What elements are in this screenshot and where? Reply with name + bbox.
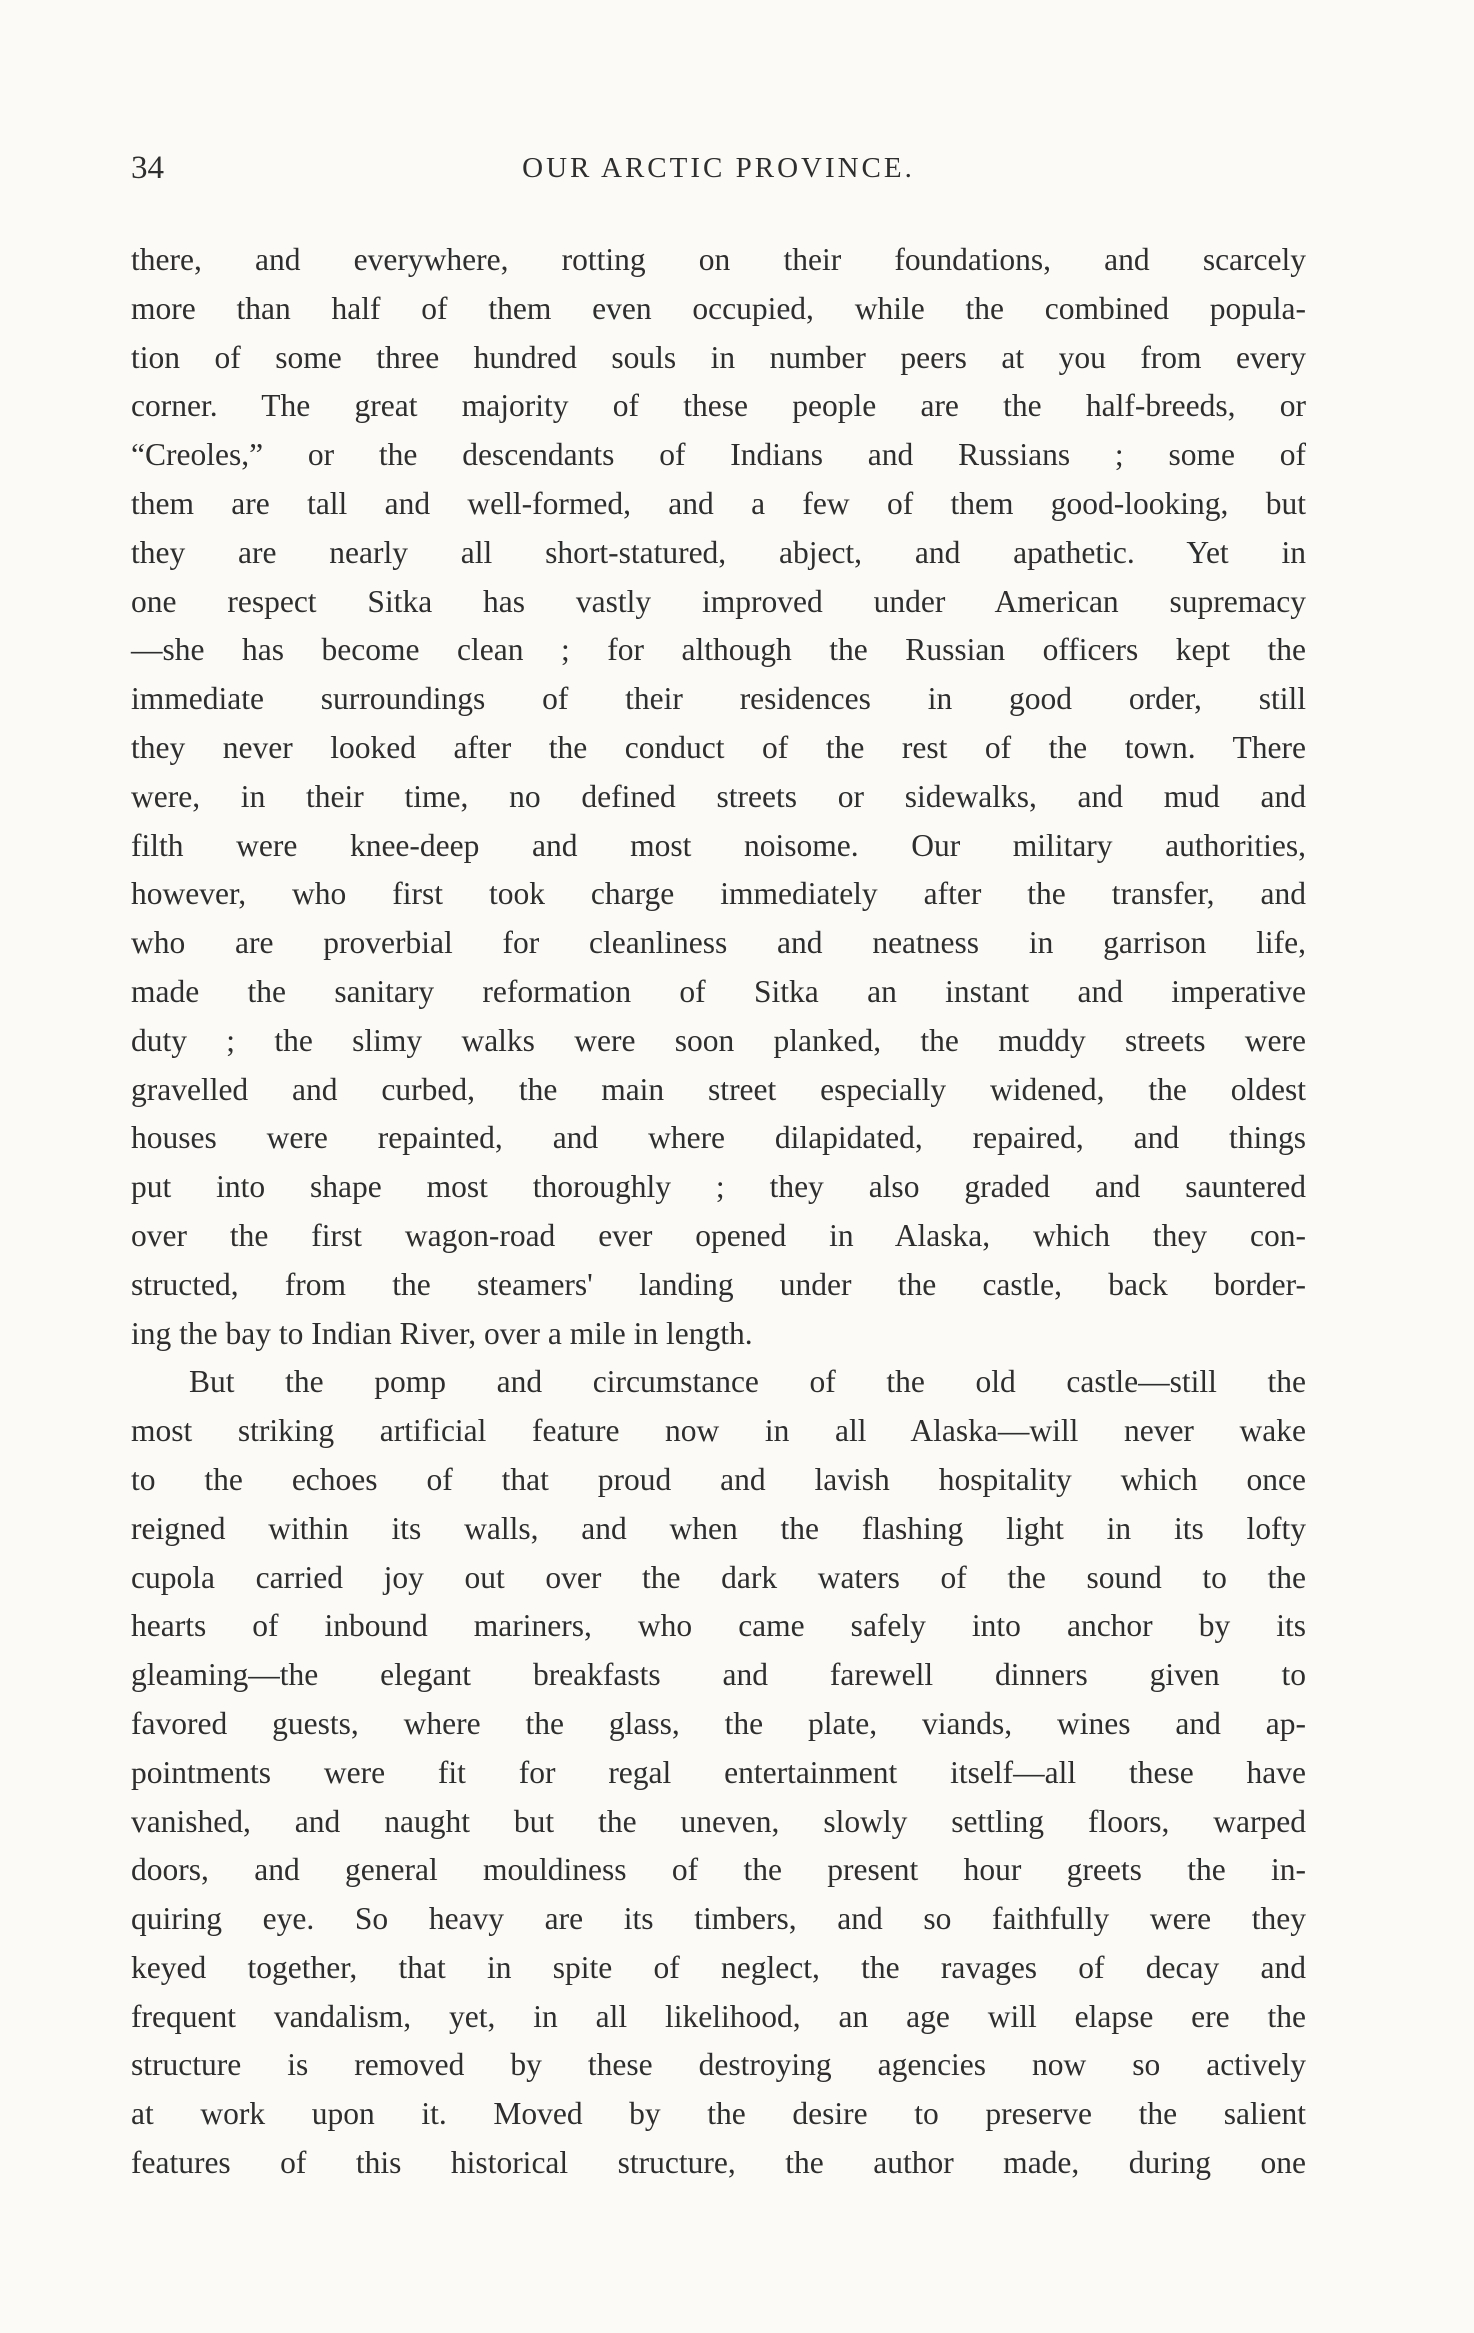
text-line: however, who first took charge immediately after the transfer, and [131,876,1306,912]
text-line: cupola carried joy out over the dark waters of the sound to the [131,1559,1306,1595]
text-line: “Creoles,” or the descendants of Indians and Russians ; some of [131,437,1306,473]
text-line: over the first wagon-road ever opened in Alaska, which they con- [131,1217,1306,1253]
text-line: were, in their time, no defined streets or sidewalks, and mud and [131,778,1306,814]
text-line: duty ; the slimy walks were soon planked, the muddy streets were [131,1022,1306,1058]
text-line: they never looked after the conduct of the rest of the town. There [131,729,1306,765]
text-line: houses were repainted, and where dilapidated, repaired, and things [131,1120,1306,1156]
text-line: —she has become clean ; for although the Russian officers kept the [131,632,1306,668]
text-line: filth were knee-deep and most noisome. Our military authorities, [131,827,1306,863]
text-line: gleaming—the elegant breakfasts and farewell dinners given to [131,1657,1306,1693]
text-line: keyed together, that in spite of neglect, the ravages of decay and [131,1949,1306,1985]
text-line: But the pomp and circumstance of the old castle—still the [189,1364,1306,1400]
text-line: hearts of inbound mariners, who came safely into anchor by its [131,1608,1306,1644]
text-line: more than half of them even occupied, while the combined popula- [131,290,1306,326]
text-line: put into shape most thoroughly ; they also graded and sauntered [131,1169,1306,1205]
text-line: at work upon it. Moved by the desire to preserve the salient [131,2096,1306,2132]
text-line: pointments were fit for regal entertainment itself—all these have [131,1754,1306,1790]
running-title: OUR ARCTIC PROVINCE. [522,152,915,184]
text-line: tion of some three hundred souls in number peers at you from every [131,339,1306,375]
text-line: structure is removed by these destroying agencies now so actively [131,2047,1306,2083]
text-line: favored guests, where the glass, the plate, viands, wines and ap- [131,1705,1306,1741]
text-line: gravelled and curbed, the main street especially widened, the oldest [131,1071,1306,1107]
text-line: most striking artificial feature now in all Alaska—will never wake [131,1413,1306,1449]
text-line: structed, from the steamers' landing under the castle, back border- [131,1266,1306,1302]
text-line: immediate surroundings of their residences in good order, still [131,681,1306,717]
text-line: corner. The great majority of these people are the half-breeds, or [131,388,1306,424]
text-line: reigned within its walls, and when the flashing light in its lofty [131,1510,1306,1546]
text-line: them are tall and well-formed, and a few of them good-looking, but [131,485,1306,521]
text-line: one respect Sitka has vastly improved under American supremacy [131,583,1306,619]
text-line: who are proverbial for cleanliness and neatness in garrison life, [131,925,1306,961]
text-line: to the echoes of that proud and lavish hospitality which once [131,1461,1306,1497]
text-line: vanished, and naught but the uneven, slowly settling floors, warped [131,1803,1306,1839]
text-line: there, and everywhere, rotting on their foundations, and scarcely [131,242,1306,277]
text-line: doors, and general mouldiness of the present hour greets the in- [131,1852,1306,1888]
body-text [131,236,1306,2188]
page-header [131,150,1306,200]
text-line: quiring eye. So heavy are its timbers, and so faithfully were they [131,1901,1306,1937]
text-line: frequent vandalism, yet, in all likelihood, an age will elapse ere the [131,1998,1306,2034]
text-line: ing the bay to Indian River, over a mile in length. [131,1315,753,1351]
text-line: made the sanitary reformation of Sitka an instant and imperative [131,973,1306,1009]
text-line: features of this historical structure, the author made, during one [131,2145,1306,2181]
text-line: they are nearly all short-statured, abject, and apathetic. Yet in [131,534,1306,570]
page-number: 34 [131,150,164,186]
